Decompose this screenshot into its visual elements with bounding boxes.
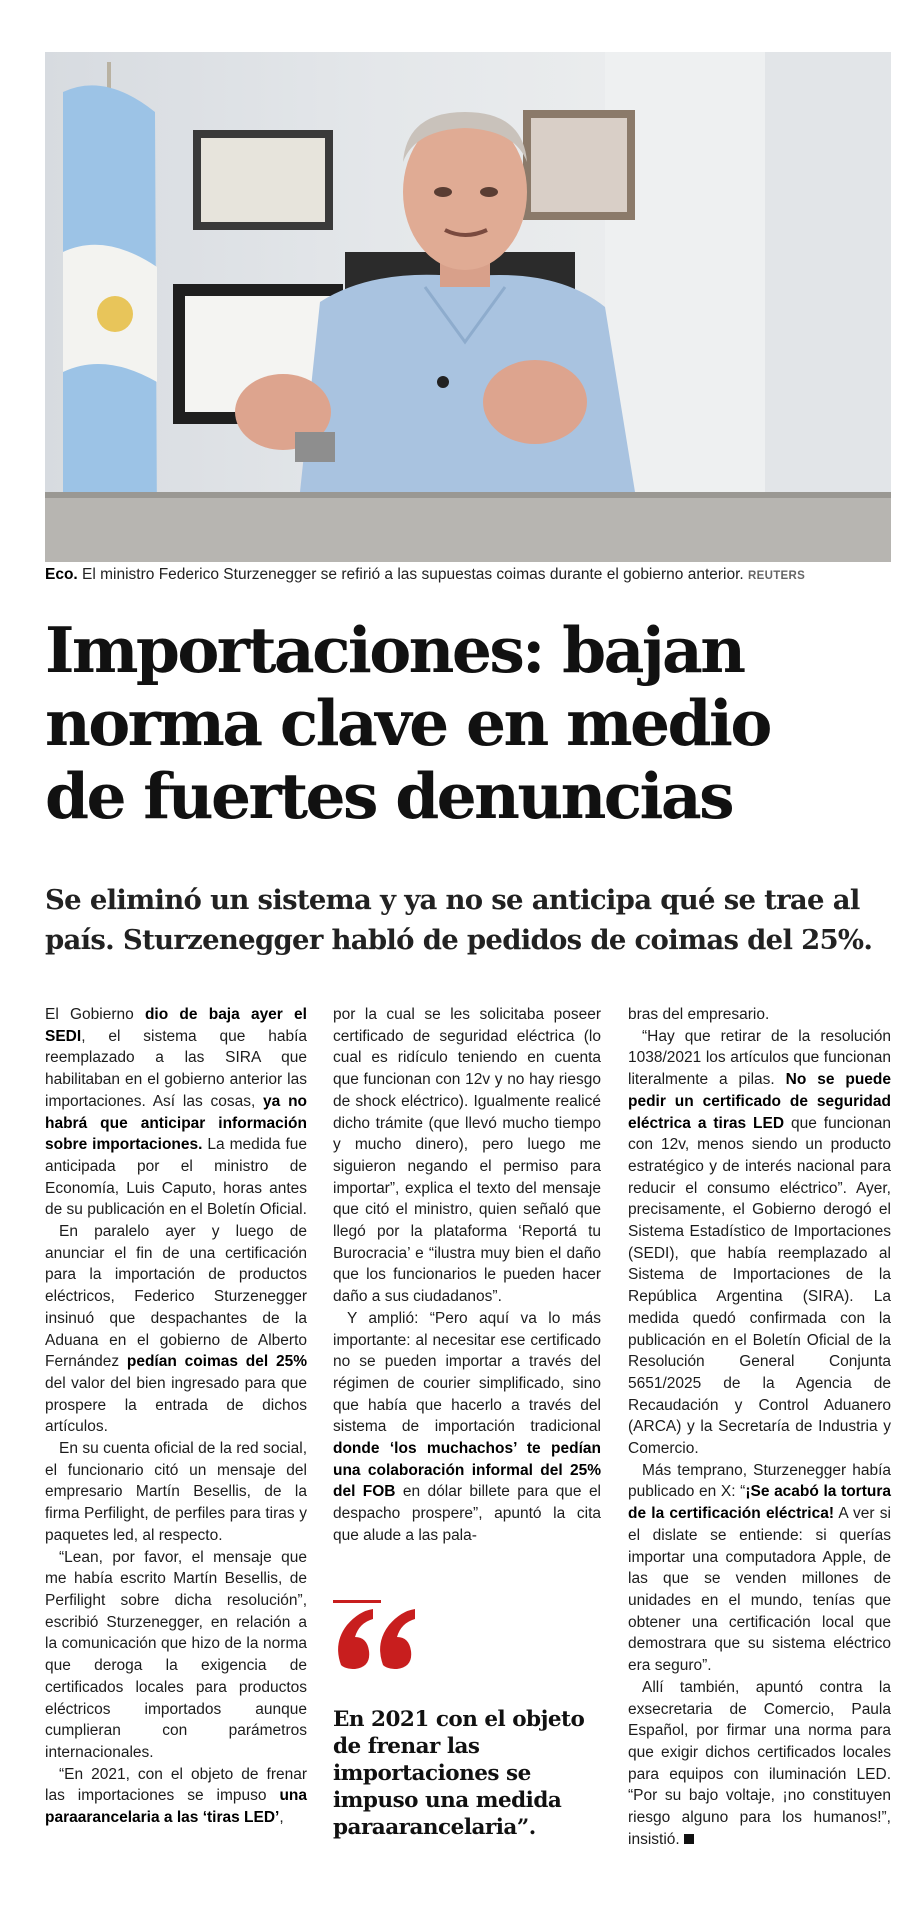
pullquote-line: paraarancelaria”. [333, 1815, 536, 1840]
pullquote-line: importaciones se [333, 1761, 531, 1786]
photo-illustration [45, 52, 891, 562]
paragraph [333, 1308, 601, 1547]
headline [45, 614, 905, 833]
pullquote [333, 1706, 601, 1841]
paragraph [628, 1460, 891, 1677]
paragraph: En su cuenta oficial de la red social, el funcionario citó un mensaje del empresario Martín Besellis, de la firma Perfilight, de perfiles para tiras y paquetes led, al respecto. [45, 1440, 307, 1544]
body-column-2 [333, 1004, 601, 1547]
bold-run: una paraarancelaria a las ‘tiras LED’ [45, 1787, 307, 1827]
paragraph [45, 1221, 307, 1438]
text-run: La medida fue anticipada por el ministro de Economía, Luis Caputo, horas antes de su publicación en el Boletín Oficial. [45, 1136, 307, 1219]
text-run: , el sistema que había reemplazado a las SIRA que habilitaban en el gobierno anterior las importaciones. Así las cosas, [45, 1027, 307, 1110]
text-run: En paralelo ayer y luego de anunciar el fin de una certificación para la importación de productos eléctricos, Federico Sturzenegger insinuó que despachantes de la Aduana en el gobierno de Alberto Fernández [45, 1223, 307, 1371]
bold-run: No se puede pedir un certificado de seguridad eléctrica a tiras LED [628, 1071, 891, 1132]
end-mark-icon [684, 1834, 694, 1844]
bold-run: ya no habrá que anticipar información sobre importaciones. [45, 1092, 307, 1154]
bold-run: pedían coimas del 25% [126, 1353, 307, 1371]
text-run: que funcionan con 12v, menos siendo un producto estratégico y de interés nacional para reducir el consumo eléctrico”. Ayer, precisamente, el Gobierno derogó el Sistema Estadístico de Importaciones (SEDI), que había reemplazado al Sistema de Importaciones de la República Argentina (SIRA). La medida quedó confirmada con la publicación en el Boletín Oficial de la Resolución General Conjunta 5651/2025 de la Agencia de Recaudación y Control Aduanero (ARCA) y la Secretaría de Industria y Comercio. [628, 1114, 891, 1458]
subheadline [45, 880, 905, 960]
text-run: Y amplió: “Pero aquí va lo más importante: al necesitar ese certificado no se pueden importar a través del régimen de courier simplificado, sino que había que hacerlo a través del sistema de importación tradicional [333, 1309, 601, 1436]
paragraph: bras del empresario. [628, 1006, 770, 1023]
paragraph [45, 1764, 307, 1829]
photo-caption [45, 566, 891, 588]
article-photo [45, 52, 891, 562]
text-run: , [279, 1809, 284, 1827]
text-run: A ver si el dislate se entiende: si querías importar una computadora Apple, de las que se venden millones de unidades en el mundo, tenías que obtener una certificación local que demostrara que su sistema eléctrico era seguro”. [628, 1505, 891, 1675]
headline-line: de fuertes denuncias [45, 759, 732, 833]
text-run: “En 2021, con el objeto de frenar las importaciones se impuso [45, 1765, 307, 1805]
bold-run: dio de baja ayer el SEDI [45, 1006, 307, 1045]
text-run: del valor del bien ingresado para que prospere la entrada de dichos artículos. [45, 1374, 307, 1436]
text-run: El Gobierno [45, 1006, 145, 1023]
text-run: en dólar billete para que el despacho prospere”, apuntó la cita que alude a las pala- [333, 1483, 602, 1544]
photo-credit: REUTERS [748, 570, 806, 582]
caption-lead: Eco. [45, 566, 78, 583]
paragraph [628, 1026, 891, 1460]
pullquote-line: impuso una medida [333, 1788, 562, 1813]
text-run: Allí también, apuntó contra la exsecretaria de Comercio, Paula Español, por firmar una norma para que exigir dichos certificados locales para equipos con iluminación LED. “Por su bajo voltaje, ¡no constituyen riesgo alguno para los humanos!”, insistió. [628, 1678, 891, 1848]
pullquote-line: de frenar las [333, 1734, 480, 1759]
headline-line: Importaciones: bajan [45, 613, 744, 687]
paragraph [45, 1004, 307, 1221]
headline-line: norma clave en medio [45, 686, 770, 760]
body-column-1 [45, 1004, 307, 1829]
body-column-3 [628, 1004, 891, 1850]
paragraph [628, 1677, 891, 1851]
quote-mark-icon [333, 1603, 601, 1703]
text-run: Más temprano, Sturzenegger había publicado en X: “ [628, 1461, 891, 1501]
text-run: “Hay que retirar de la resolución 1038/2021 los artículos que funcionan literalmente a pilas. [628, 1027, 891, 1089]
caption-text: El ministro Federico Sturzenegger se refirió a las supuestas coimas durante el gobierno anterior. [77, 566, 749, 583]
subheadline-line: Se eliminó un sistema y ya no se anticipa qué se trae al [45, 884, 860, 916]
pullquote-line: En 2021 con el objeto [333, 1707, 585, 1732]
bold-run: donde ‘los muchachos’ te pedían una colaboración informal del 25% del FOB [333, 1440, 601, 1501]
subheadline-line: país. Sturzenegger habló de pedidos de coimas del 25%. [45, 924, 873, 956]
paragraph: “Lean, por favor, el mensaje que me había escrito Martín Besellis, de Perfilight sobre dicha resolución”, escribió Sturzenegger, en relación a la comunicación que hizo de la norma que deroga la exigencia de certificados locales para productos eléctricos importados aunque cumplieran con parámetros internacionales. [45, 1548, 307, 1761]
bold-run: ¡Se acabó la tortura de la certificación eléctrica! [628, 1483, 891, 1523]
paragraph: por la cual se les solicitaba poseer certificado de seguridad eléctrica (lo cual es ridículo teniendo en cuenta que funcionan con 12v y no hay riesgo de shock eléctrico). Igualmente realicé dicho trámite (que llevó mucho tiempo y mucho dinero), pero luego me siguieron negando el permiso para importar”, explica el texto del mensaje que citó el ministro, quien señaló que llegó por la plataforma ‘Reportá tu Burocracia’ e “ilustra muy bien el daño que los funcionarios le pueden hacer daño a sus ciudadanos”. [333, 1006, 601, 1306]
